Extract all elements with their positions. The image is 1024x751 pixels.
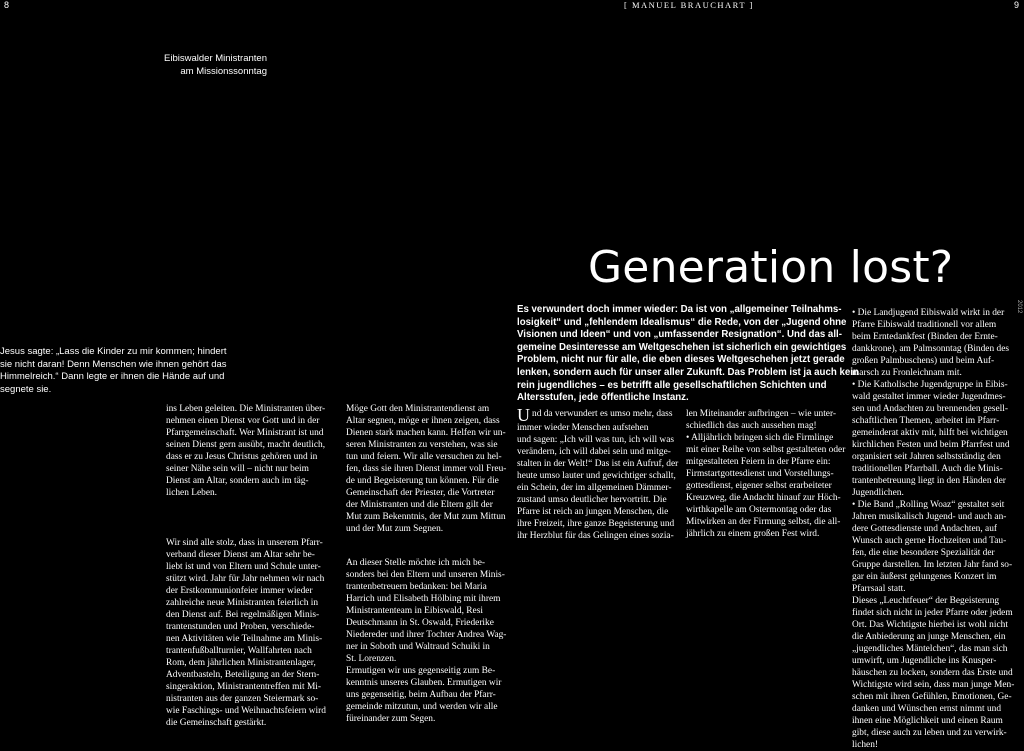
first-line: nd da verwundert es umso mehr, dass xyxy=(532,409,673,419)
text-line: Jugendlichen. xyxy=(852,488,904,498)
text-line: Deutschmann in St. Oswald, Friederike xyxy=(346,618,494,628)
text-line: Pfarrgemeinschaft. Wer Ministrant ist und xyxy=(166,428,324,438)
caption-line: am Missionssonntag xyxy=(180,66,267,77)
text-line: ihr Herzblut für das Gelingen eines sozia- xyxy=(517,531,674,541)
text-line: seiner Nähe sein will – nicht nur beim xyxy=(166,464,309,474)
text-line: Dienst am Altar, sondern auch im täg- xyxy=(166,476,309,486)
text-line: Mitwirken an der Firmung selbst, die all- xyxy=(686,517,841,527)
text-line: Pfarre ist reich an jungen Menschen, die xyxy=(517,507,669,517)
text-line: den Dienst auf. Bei regelmäßigen Minis- xyxy=(166,610,320,620)
text-line: Dieses „Leuchtfeuer“ der Begeisterung xyxy=(852,596,1000,606)
text-line: nen Aktivitäten wie Teilnahme am Minis- xyxy=(166,634,323,644)
edge-mark: 2012 xyxy=(1016,300,1022,314)
text-line: heute umso lauter und gewichtiger schallt, xyxy=(517,471,676,481)
text-line: • Alljährlich bringen sich die Firmlinge xyxy=(686,433,834,443)
text-line: gar ein äußerst gelungenes Konzert im xyxy=(852,572,997,582)
text-line: fen, dass sie ihren Dienst immer voll Freu- xyxy=(346,464,507,474)
column-1-text-top xyxy=(166,403,325,499)
text-line: liebt ist und von Eltern und Schule unter- xyxy=(166,562,321,572)
text-line: marsch zu Fronleichnam mit. xyxy=(852,368,962,378)
text-line: Altar segnen, möge er ihnen zeigen, dass xyxy=(346,416,500,426)
drop-cap: U xyxy=(517,405,530,425)
text-line: der Erstkommunionfeier immer wieder xyxy=(166,586,313,596)
text-line: Wichtigste wird sein, dass man junge Men- xyxy=(852,680,1015,690)
text-line: schaftlichen Themen, arbeitet im Pfarr- xyxy=(852,416,1000,426)
text-line: mit einer Reihe von selbst gestalteten oder xyxy=(686,445,846,455)
text-line: verband dieser Dienst am Altar sehr be- xyxy=(166,550,315,560)
text-line: und der Mut zum Segnen. xyxy=(346,524,444,534)
text-line: • Die Landjugend Eibiswald wirkt in der xyxy=(852,308,1005,318)
text-line xyxy=(517,405,678,425)
text-line: organisiert seit Jahren selbstständig den xyxy=(852,452,1001,462)
text-line: Gruppe darstellen. Im letzten Jahr fand so- xyxy=(852,560,1013,570)
text-line: umwirft, um Jugendliche ins Knusper- xyxy=(852,656,997,666)
text-line: verändern, ich will dabei sein und mitge- xyxy=(517,447,671,457)
text-line: lichen Leben. xyxy=(166,488,218,498)
text-line: jährlich zu einem großen Fest wird. xyxy=(686,529,820,539)
text-line: häuschen zu locken, sondern das Erste und xyxy=(852,668,1013,678)
text-line: immer wieder Menschen aufstehen xyxy=(517,423,649,433)
text-line: sen und Andachten zu brennenden gesell- xyxy=(852,404,1008,414)
text-line: sie nicht daran! Denn Menschen wie ihnen gehört das xyxy=(0,358,227,370)
caption-line: Eibiswalder Ministranten xyxy=(164,53,267,64)
text-line: dass er zu Jesus Christus gehören und in xyxy=(166,452,318,462)
article-headline: Generation lost? xyxy=(588,242,954,293)
column-1-text-bottom xyxy=(166,537,326,729)
text-line: ihre Freizeit, ihre ganze Begeisterung und xyxy=(517,519,675,529)
text-line: Problem, nicht nur für alle, die eben dieses Weltgeschehen jetzt gerade xyxy=(517,354,845,366)
text-line: Jesus sagte: „Lass die Kinder zu mir kommen; hindert xyxy=(0,346,227,357)
text-line: dere Gottesdienste und Andachten, auf xyxy=(852,524,998,534)
text-line: beim Erntedankfest (Binden der Ernte- xyxy=(852,332,998,342)
text-line: Gemeinschaft der Priester, die Vortreter xyxy=(346,488,495,498)
text-line: Himmelreich.“ Dann legte er ihnen die Hände auf und xyxy=(0,371,225,382)
text-line: fen, die eine besondere Spezialität der xyxy=(852,548,995,558)
text-line: Möge Gott den Ministrantendienst am xyxy=(346,404,490,414)
text-line: trantenbetreuern bedanken: bei Maria xyxy=(346,582,487,592)
text-line: findet sich nicht in jeder Pfarre oder jedem xyxy=(852,608,1013,618)
text-line: ins Leben geleiten. Die Ministranten über- xyxy=(166,404,326,414)
column-3-lines xyxy=(517,422,678,542)
text-line: segnete sie. xyxy=(0,383,52,395)
text-line: kirchlichen Festen und beim Pfarrfest und xyxy=(852,440,1010,450)
text-line: Ermutigen wir uns gegenseitig zum Be- xyxy=(346,666,496,676)
text-line: stalten in der Welt!“ Das ist ein Aufruf, der xyxy=(517,459,679,469)
text-line: An dieser Stelle möchte ich mich be- xyxy=(346,558,486,568)
text-line: Wunsch auch gerne Hochzeiten und Tau- xyxy=(852,536,1007,546)
bible-quote xyxy=(0,346,250,396)
text-line: Visionen und Ideen“ und von „umfassender Resignation“. Und das all- xyxy=(517,329,842,341)
text-line: Kreuzweg, die Andacht hinauf zur Höch- xyxy=(686,493,841,503)
text-line: singeraktion, Ministrantentreffen mit Mi- xyxy=(166,682,322,692)
column-2-text-bottom xyxy=(346,557,506,725)
text-line: Harrich und Elisabeth Hölbing mit ihrem xyxy=(346,594,501,604)
text-line: schen mit ihren Gefühlen, Emotionen, Ge- xyxy=(852,692,1012,702)
text-line: trantenstunden und Proben, verschiede- xyxy=(166,622,315,632)
text-line: Adventbasteln, Beteiligung an der Stern- xyxy=(166,670,320,680)
text-line: danken und Wünschen ernst nimmt und xyxy=(852,704,1002,714)
text-line: wirthkapelle am Ostermontag oder das xyxy=(686,505,832,515)
text-line: gemeinde mitzutun, und werden wir alle xyxy=(346,702,498,712)
column-5-text xyxy=(852,307,1014,751)
author-header: [ MANUEL BRAUCHART ] xyxy=(624,0,754,10)
text-line: dankkrone), am Palmsonntag (Binden des xyxy=(852,344,1009,354)
text-line: die Gemeinschaft gestärkt. xyxy=(166,718,267,728)
text-line: Dienen stark machen kann. Helfen wir un- xyxy=(346,428,506,438)
text-line: de und Begeisterung tun können. Für die xyxy=(346,476,499,486)
text-line: traditionellen Pfarrball. Auch die Minis- xyxy=(852,464,1003,474)
text-line: Pfarre Eibiswald traditionell vor allem xyxy=(852,320,997,330)
column-4-text xyxy=(686,408,845,540)
text-line: gottesdienst, eigener selbst erarbeiteter xyxy=(686,481,832,491)
text-line: zahlreiche neue Ministranten feierlich in xyxy=(166,598,319,608)
page-number-left: 8 xyxy=(4,0,10,10)
text-line: Altersstufen, jede öffentliche Instanz. xyxy=(517,392,689,404)
text-line: „jugendliches Mäntelchen“, das man sich xyxy=(852,644,1008,654)
text-line: ihnen eine Möglichkeit und einen Raum xyxy=(852,716,1003,726)
text-line: lichen! xyxy=(852,740,879,750)
text-line: die Anbiederung an junge Menschen, ein xyxy=(852,632,1006,642)
lead-paragraph xyxy=(517,304,859,405)
text-line: der Ministranten und die Eltern gilt der xyxy=(346,500,493,510)
text-line: trantenfußballturnier, Wallfahrten nach xyxy=(166,646,312,656)
text-line: Ort. Das Wichtigste hierbei ist wohl nicht xyxy=(852,620,1008,630)
text-line: Pfarrsaal statt. xyxy=(852,584,906,594)
text-line: • Die Katholische Jugendgruppe in Eibis- xyxy=(852,380,1008,390)
text-line: großen Palmbuschens) und beim Auf- xyxy=(852,356,995,366)
text-line: wie Faschings- und Weihnachtsfeiern wird xyxy=(166,706,326,716)
text-line: kenntnis unseres Glauben. Ermutigen wir xyxy=(346,678,502,688)
text-line: ner in Soboth und Waltraud Schuiki in xyxy=(346,642,490,652)
text-line: • Die Band „Rolling Woaz“ gestaltet seit xyxy=(852,500,1005,510)
text-line: wald gestaltet immer wieder Jugendmes- xyxy=(852,392,1006,402)
text-line: stützt wird. Jahr für Jahr nehmen wir nach xyxy=(166,574,325,584)
text-line: seren Ministranten zu verstehen, was sie xyxy=(346,440,498,450)
text-line: zustand umso deutlicher hervortritt. Die xyxy=(517,495,667,505)
text-line: len Miteinander aufbringen – wie unter- xyxy=(686,409,837,419)
column-2-text-top xyxy=(346,403,506,535)
text-line: Rom, dem jährlichen Ministrantenlager, xyxy=(166,658,316,668)
text-line: rein jugendliches – es betrifft alle gesellschaftlichen Schichten und xyxy=(517,379,827,391)
text-line: gemeine Desinteresse am Weltgeschehen ist sicherlich ein gewichtiges xyxy=(517,341,847,353)
text-line: uns gegenseitig, beim Aufbau der Pfarr- xyxy=(346,690,496,700)
text-line: Wir sind alle stolz, dass in unserem Pfarr- xyxy=(166,538,323,548)
text-line: Ministrantenteam in Eibiswald, Resi xyxy=(346,606,483,616)
text-line: Firmstartgottesdienst und Vorstellungs- xyxy=(686,469,834,479)
text-line: St. Lorenzen. xyxy=(346,654,397,664)
text-line: Niedereder und ihrer Tochter Andrea Wag- xyxy=(346,630,507,640)
text-line: schiedlich das auch aussehen mag! xyxy=(686,421,817,431)
text-line: Mut zum Bekenntnis, der Mut zum Mittun xyxy=(346,512,506,522)
text-line: nehmen einen Dienst vor Gott und in der xyxy=(166,416,320,426)
text-line: und sagen: „Ich will was tun, ich will was xyxy=(517,435,674,445)
text-line: mitgestalteten Feiern in der Pfarre ein: xyxy=(686,457,831,467)
text-line: nistranten aus der ganzen Steiermark so- xyxy=(166,694,319,704)
text-line: lenken, sondern auch für unser aller Zukunft. Das Problem ist ja auch kein xyxy=(517,366,859,378)
text-line: ein Schein, der im allgemeinen Dämmer- xyxy=(517,483,672,493)
text-line: losigkeit“ und „fehlendem Idealismus“ die Rede, von der „Jugend ohne xyxy=(517,316,847,328)
text-line: sonders bei den Eltern und unseren Minis- xyxy=(346,570,505,580)
text-line: seinen Dienst gern ausübt, macht deutlich, xyxy=(166,440,326,450)
text-line: gemeinderat aktiv mit, hilft bei wichtigen xyxy=(852,428,1008,438)
photo-caption xyxy=(27,52,267,78)
text-line: gibt, diese auch zu leben und zu verwirk- xyxy=(852,728,1007,738)
text-line: Jahren musikalisch Jugend- und auch an- xyxy=(852,512,1007,522)
text-line: trantenbetreuung liegt in den Händen der xyxy=(852,476,1006,486)
text-line: tun und feiern. Wir alle versuchen zu hel- xyxy=(346,452,502,462)
page-number-right: 9 xyxy=(1014,0,1020,10)
text-line: Es verwundert doch immer wieder: Da ist von „allgemeiner Teilnahms- xyxy=(517,304,842,315)
text-line: füreinander zum Segen. xyxy=(346,714,436,724)
column-3-text xyxy=(517,405,679,542)
